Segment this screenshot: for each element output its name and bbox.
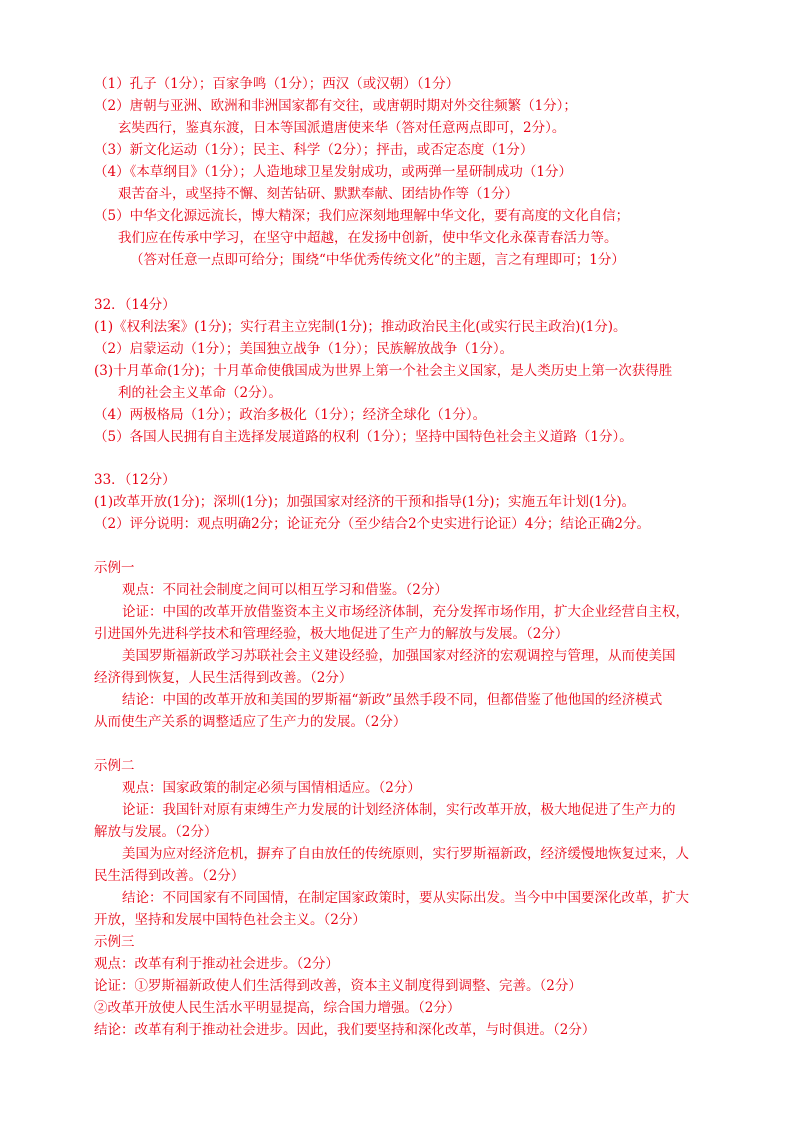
example2-argument: 论证：我国针对原有束缚生产力发展的计划经济体制，实行改革开放，极大地促进了生产力的	[122, 802, 676, 818]
example1-argument-2-cont: 经济得到恢复，人民生活得到改善。（2分）	[94, 670, 353, 686]
q32-part3-cont: 利的社会主义革命（2分）。	[118, 385, 282, 401]
example2-argument-2-cont: 民生活得到改善。（2分）	[94, 868, 245, 884]
q31-part2-cont: 玄奘西行，鉴真东渡，日本等国派遣唐使来华（答对任意两点即可，2分）。	[118, 120, 566, 136]
q31-part4: （4）《本草纲目》（1分）；人造地球卫星发射成功，或两弹一星研制成功（1分）	[94, 164, 573, 180]
example2-conclusion-cont: 开放，坚持和发展中国特色社会主义。（2分）	[94, 912, 366, 928]
example1-argument: 论证：中国的改革开放借鉴资本主义市场经济体制，充分发挥市场作用，扩大企业经营自主权，	[122, 604, 689, 620]
example2-argument-cont: 解放与发展。（2分）	[94, 824, 218, 840]
q32-part4: （4）两极格局（1分）；政治多极化（1分）；经济全球化（1分）。	[94, 407, 487, 423]
q33-part1: (1)改革开放(1分)；深圳(1分)；加强国家对经济的干预和指导(1分)；实施五年计划(1分)。	[94, 494, 636, 510]
q31-part2: （2）唐朝与亚洲、欧洲和非洲国家都有交往，或唐朝时期对外交往频繁（1分）；	[94, 98, 577, 114]
q33-part2: （2）评分说明：观点明确2分；论证充分（至少结合2个史实进行论证）4分；结论正确2分。	[94, 516, 650, 532]
example1-argument-2: 美国罗斯福新政学习苏联社会主义建设经验，加强国家对经济的宏观调控与管理，从而使美国	[122, 648, 676, 664]
example1-conclusion: 结论：中国的改革开放和美国的罗斯福“新政”虽然手段不同，但都借鉴了他他国的经济模式	[122, 692, 663, 708]
example2-argument-2: 美国为应对经济危机，摒弃了自由放任的传统原则，实行罗斯福新政，经济缓慢地恢复过来，人	[122, 846, 689, 862]
q31-part5-cont: 我们应在传承中学习，在坚守中超越，在发扬中创新，使中华文化永葆青春活力等。	[118, 230, 618, 246]
q32-part2: （2）启蒙运动（1分）；美国独立战争（1分）；民族解放战争（1分）。	[94, 341, 514, 357]
example2-title: 示例二	[94, 758, 135, 774]
example3-title: 示例三	[94, 934, 135, 950]
q31-part4-cont: 艰苦奋斗，或坚持不懈、刻苦钻研、默默奉献、团结协作等（1分）	[118, 186, 519, 202]
q32-heading: 32．（14分）	[94, 297, 176, 313]
q31-part1: （1）孔子（1分）；百家争鸣（1分）；西汉（或汉朝）（1分）	[94, 76, 460, 92]
example1-conclusion-cont: 从而使生产关系的调整适应了生产力的发展。（2分）	[94, 714, 407, 730]
q33-heading: 33．（12分）	[94, 472, 176, 488]
q32-part3: (3)十月革命(1分)；十月革命使俄国成为世界上第一个社会主义国家，是人类历史上第一次获得胜	[94, 363, 673, 379]
example3-argument: 论证：①罗斯福新政使人们生活得到改善，资本主义制度得到调整、完善。（2分）	[94, 978, 582, 994]
q32-part1: (1)《权利法案》(1分)；实行君主立宪制(1分)；推动政治民主化(或实行民主政治)(1分)。	[94, 319, 627, 335]
example1-title: 示例一	[94, 560, 135, 576]
q31-part5: （5）中华文化源远流长，博大精深；我们应深刻地理解中华文化，要有高度的文化自信；	[94, 208, 630, 224]
example3-viewpoint: 观点：改革有利于推动社会进步。（2分）	[94, 956, 339, 972]
example2-viewpoint: 观点：国家政策的制定必须与国情相适应。（2分）	[122, 780, 421, 796]
example1-argument-cont: 引进国外先进科学技术和管理经验，极大地促进了生产力的解放与发展。（2分）	[94, 626, 569, 642]
q32-part5: （5）各国人民拥有自主选择发展道路的权利（1分）；坚持中国特色社会主义道路（1分）。	[94, 429, 633, 445]
example3-argument-2: ②改革开放使人民生活水平明显提高，综合国力增强。（2分）	[94, 1000, 461, 1016]
example1-viewpoint: 观点：不同社会制度之间可以相互学习和借鉴。（2分）	[122, 582, 448, 598]
example3-conclusion: 结论：改革有利于推动社会进步。因此，我们要坚持和深化改革，与时俱进。（2分）	[94, 1022, 596, 1038]
q31-part3: （3）新文化运动（1分）；民主、科学（2分）；抨击，或否定态度（1分）	[94, 142, 534, 158]
q31-part5-note: （答对任意一点即可给分；围绕“中华优秀传统文化”的主题，言之有理即可；1分）	[130, 252, 625, 268]
example2-conclusion: 结论：不同国家有不同国情，在制定国家政策时，要从实际出发。当今中中国要深化改革，扩大	[122, 890, 689, 906]
